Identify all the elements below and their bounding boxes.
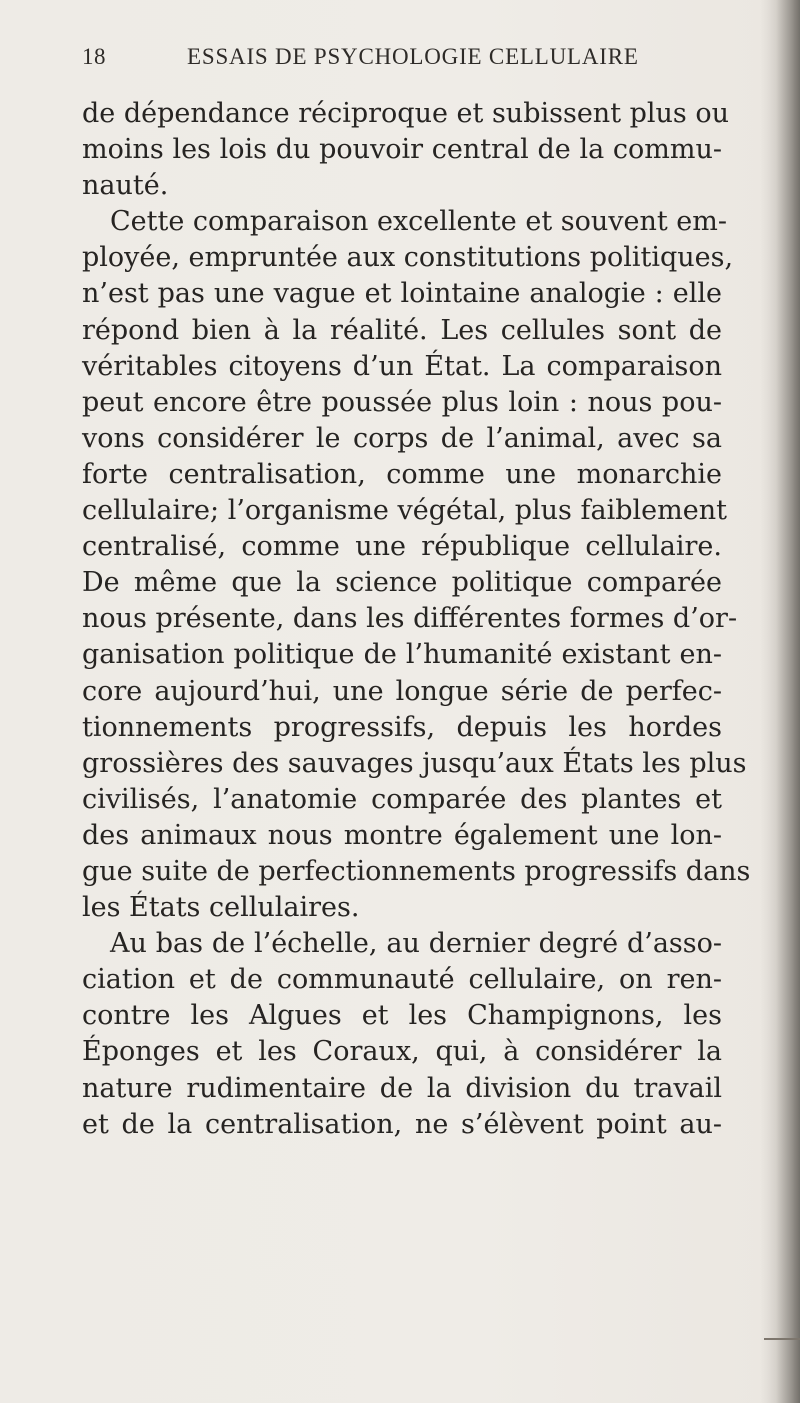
text-line: civilisés, l’anatomie comparée des plantes et [82, 783, 722, 815]
text-line: de dépendance réciproque et subissent plus ou [82, 98, 730, 129]
text-line: nature rudimentaire de la division du travail [82, 1072, 722, 1104]
text-line: et de la centralisation, ne s’élèvent point au- [82, 1108, 722, 1140]
running-title: ESSAIS DE PSYCHOLOGIE CELLULAIRE [187, 44, 639, 69]
text-line: véritables citoyens d’un État. La comparaison [82, 350, 722, 382]
text-line: tionnements progressifs, depuis les hordes [82, 711, 722, 743]
text-line: nauté. [82, 170, 169, 202]
text-line: les États cellulaires. [82, 892, 360, 924]
edge-rule [764, 1338, 800, 1340]
text-line: ciation et de communauté cellulaire, on ren- [82, 964, 722, 996]
text-line: cellulaire; l’organisme végétal, plus faiblement [82, 495, 727, 527]
page-number: 18 [82, 44, 106, 69]
text-line: Éponges et les Coraux, qui, à considérer la [82, 1036, 722, 1068]
body-text [82, 96, 751, 1143]
text-line: nous présente, dans les différentes formes d’or- [82, 603, 738, 635]
text-line: n’est pas une vague et lointaine analogie : elle [82, 278, 722, 310]
text-line: peut encore être poussée plus loin : nous pou- [82, 386, 722, 418]
text-line: Au bas de l’échelle, au dernier degré d’asso- [110, 928, 722, 960]
text-line: Cette comparaison excellente et souvent em- [110, 206, 728, 238]
text-line: des animaux nous montre également une lon- [82, 819, 722, 851]
text-line: De même que la science politique comparée [82, 567, 722, 599]
text-line: ganisation politique de l’humanité existant en- [82, 639, 722, 671]
text-line: vons considérer le corps de l’animal, avec sa [82, 422, 722, 454]
running-head [82, 44, 682, 74]
text-line: contre les Algues et les Champignons, les [82, 1000, 722, 1032]
text-line: gue suite de perfectionnements progressifs dans [82, 855, 751, 887]
text-line: ployée, empruntée aux constitutions politiques, [82, 242, 734, 274]
text-line: répond bien à la réalité. Les cellules sont de [82, 314, 722, 346]
text-line: centralisé, comme une république cellulaire. [82, 531, 722, 563]
text-line: grossières des sauvages jusqu’aux États les plus [82, 747, 747, 779]
text-line: moins les lois du pouvoir central de la commu- [82, 134, 722, 166]
page-edge-shadow [760, 0, 800, 1403]
text-line: forte centralisation, comme une monarchie [82, 458, 722, 490]
text-line: core aujourd’hui, une longue série de perfec- [82, 675, 722, 707]
